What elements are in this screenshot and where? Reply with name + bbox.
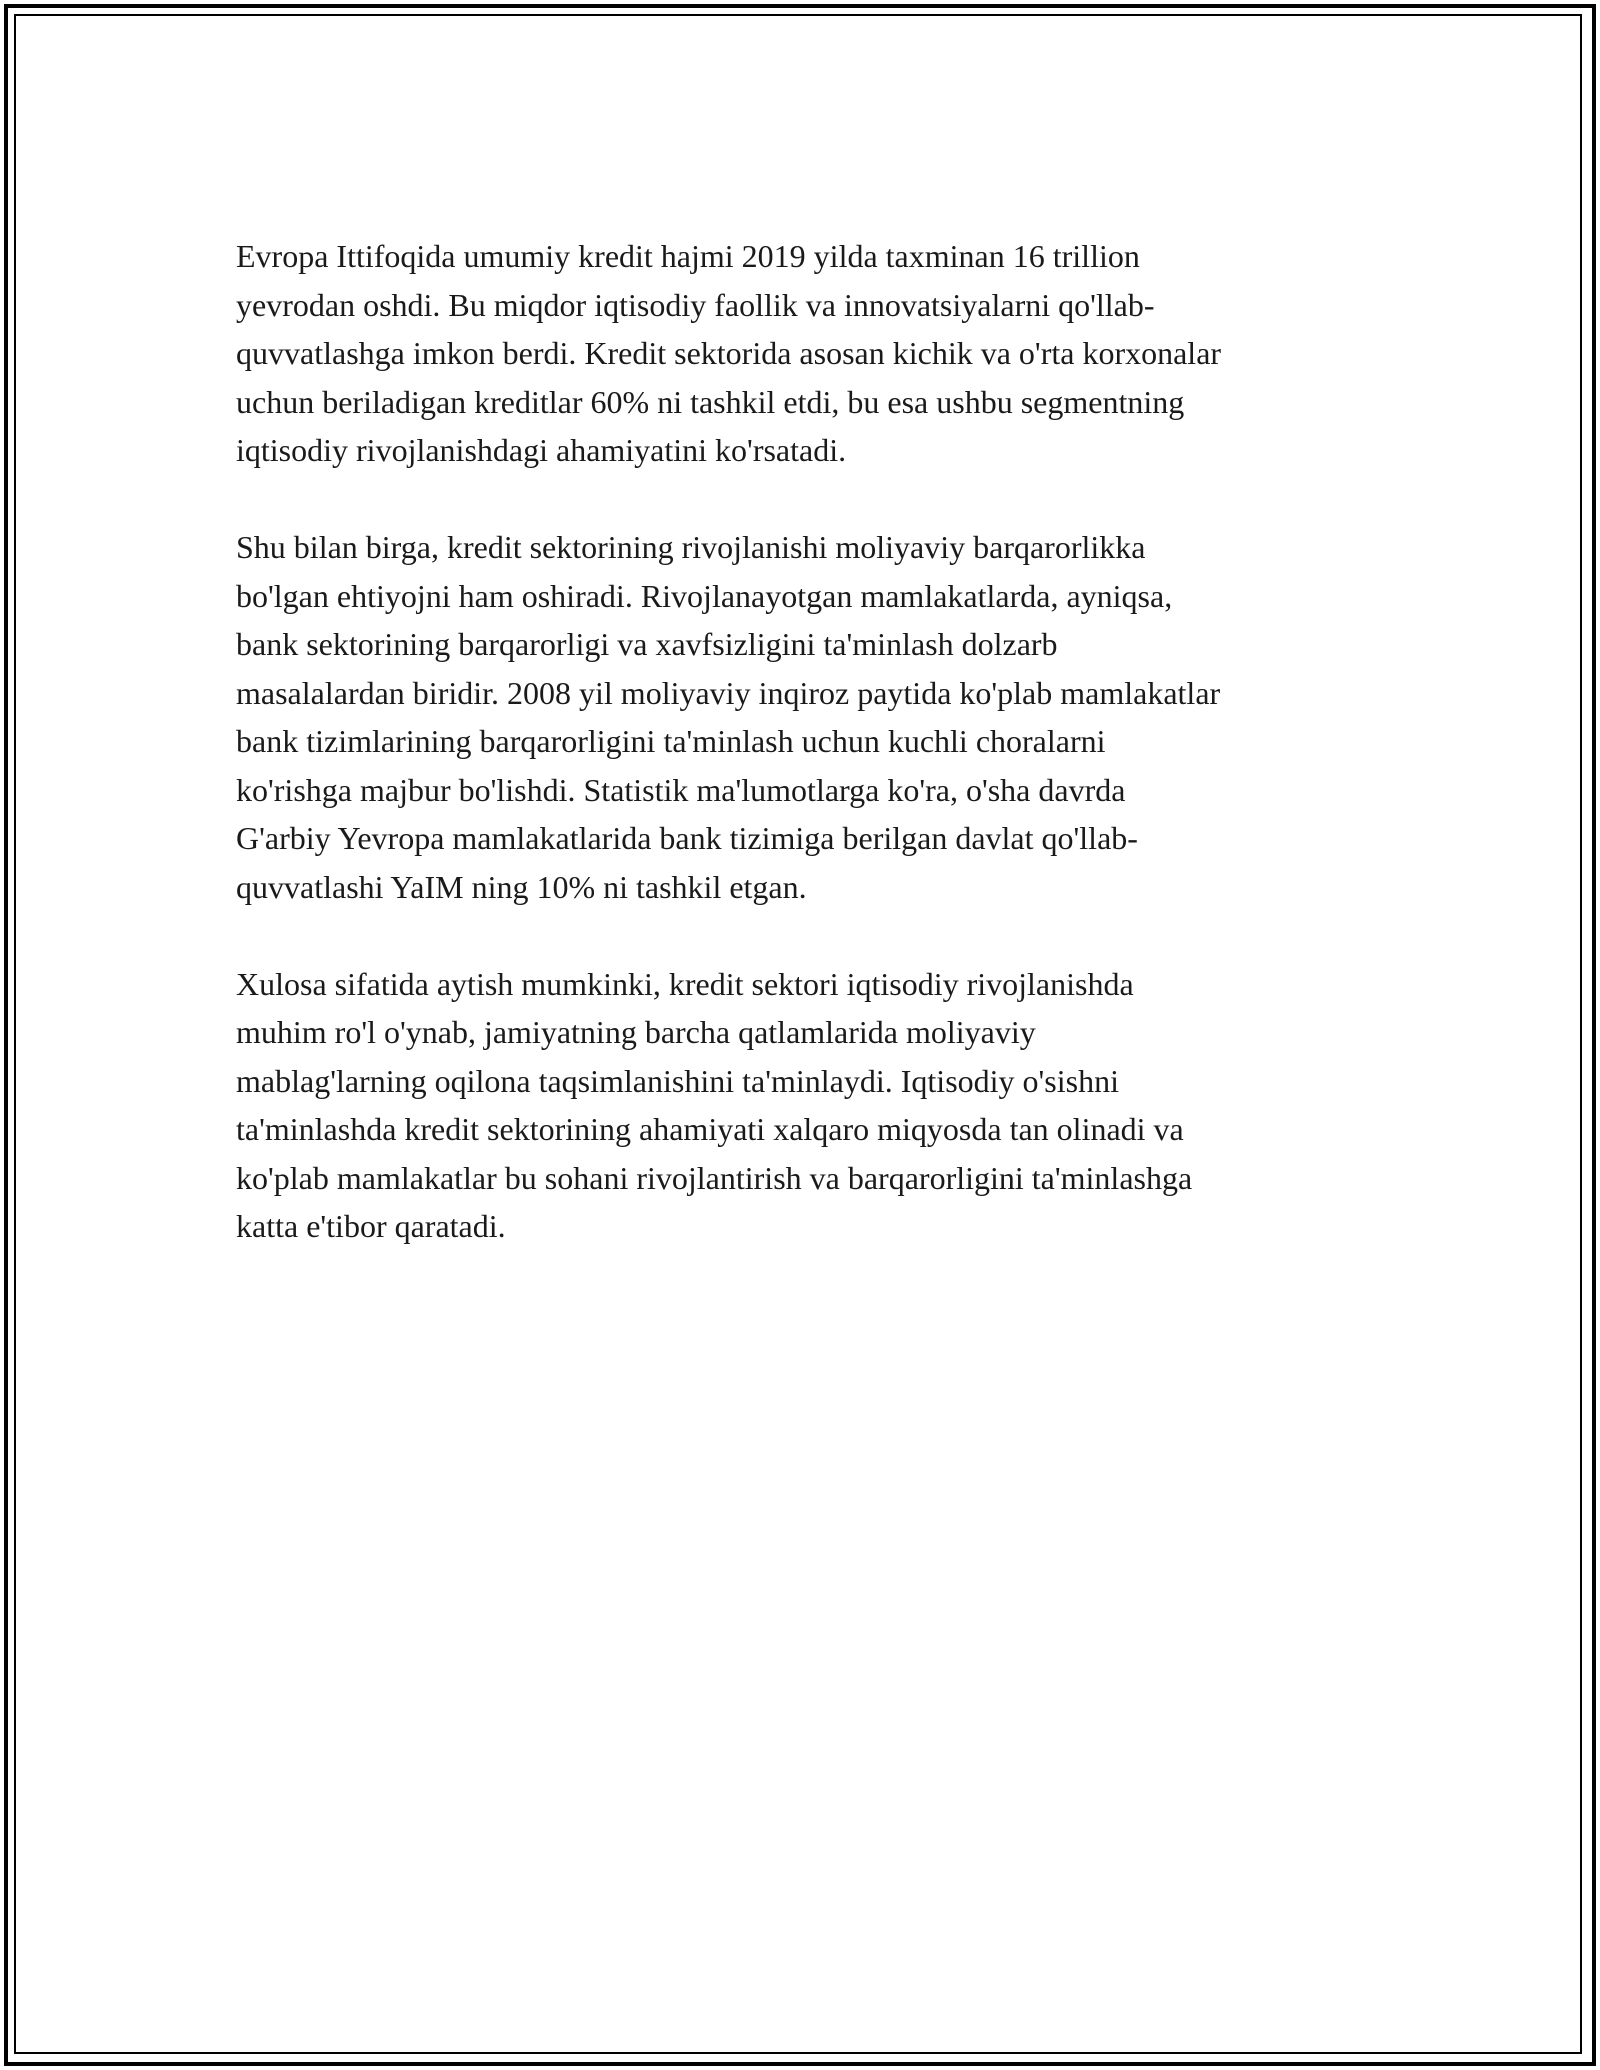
text-line: ko'plab mamlakatlar bu sohani rivojlantirish va barqarorligini ta'minlashga <box>236 1159 1193 1196</box>
text-line: Xulosa sifatida aytish mumkinki, kredit sektori iqtisodiy rivojlanishda <box>236 965 1134 1002</box>
text-line: bo'lgan ehtiyojni ham oshiradi. Rivojlanayotgan mamlakatlarda, ayniqsa, <box>236 577 1173 614</box>
text-line: G'arbiy Yevropa mamlakatlarida bank tizimiga berilgan davlat qo'llab- <box>236 820 1138 856</box>
text-line: mablag'larning oqilona taqsimlanishini ta'minlaydi. Iqtisodiy o'sishni <box>236 1062 1119 1099</box>
text-line: iqtisodiy rivojlanishdagi ahamiyatini ko'rsatadi. <box>236 432 847 468</box>
text-line: katta e'tibor qaratadi. <box>236 1208 506 1244</box>
paragraph-2 <box>236 523 1396 911</box>
text-line: yevrodan oshdi. Bu miqdor iqtisodiy faollik va innovatsiyalarni qo'llab- <box>236 286 1155 323</box>
text-line: bank tizimlarining barqarorligini ta'minlash uchun kuchli choralarni <box>236 723 1106 759</box>
text-line: uchun beriladigan kreditlar 60% ni tashkil etdi, bu esa ushbu segmentning <box>236 383 1185 420</box>
text-line: masalalardan biridir. 2008 yil moliyaviy inqiroz paytida ko'plab mamlakatlar <box>236 674 1221 711</box>
text-line: ko'rishga majbur bo'lishdi. Statistik ma'lumotlarga ko'ra, o'sha davrda <box>236 771 1126 808</box>
text-line: Shu bilan birga, kredit sektorining rivojlanishi moliyaviy barqarorlikka <box>236 529 1146 565</box>
text-line: quvvatlashga imkon berdi. Kredit sektorida asosan kichik va o'rta korxonalar <box>236 335 1222 371</box>
text-line: quvvatlashi YaIM ning 10% ni tashkil etgan. <box>236 868 807 905</box>
paragraph-1 <box>236 232 1396 475</box>
text-line: ta'minlashda kredit sektorining ahamiyati xalqaro miqyosda tan olinadi va <box>236 1111 1184 1147</box>
document-body <box>236 232 1396 1299</box>
text-line: bank sektorining barqarorligi va xavfsizligini ta'minlash dolzarb <box>236 626 1058 662</box>
text-line: Evropa Ittifoqida umumiy kredit hajmi 2019 yilda taxminan 16 trillion <box>236 238 1140 274</box>
paragraph-3 <box>236 960 1396 1251</box>
text-line: muhim ro'l o'ynab, jamiyatning barcha qatlamlarida moliyaviy <box>236 1014 1036 1050</box>
